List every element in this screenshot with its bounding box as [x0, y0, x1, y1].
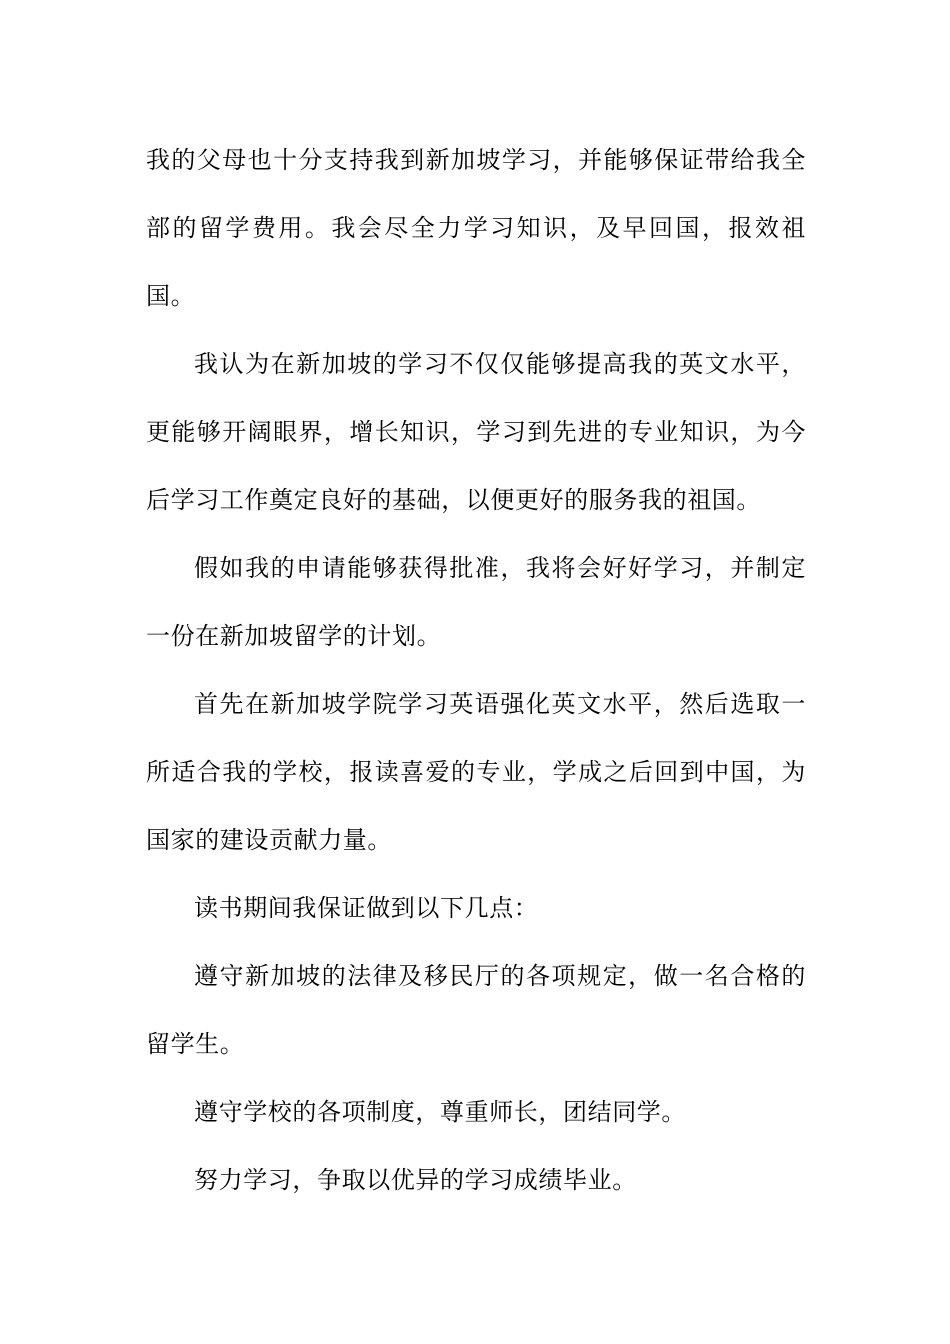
paragraph: 我认为在新加坡的学习不仅仅能够提高我的英文水平，更能够开阔眼界，增长知识，学习到先进的专业知识，为今后学习工作奠定良好的基础，以便更好的服务我的祖国。 [146, 350, 806, 514]
paragraph: 遵守学校的各项制度，尊重师长，团结同学。 [194, 1098, 686, 1126]
paragraph: 遵守新加坡的法律及移民厅的各项规定，做一名合格的留学生。 [146, 962, 806, 1058]
paragraph: 努力学习，争取以优异的学习成绩毕业。 [194, 1166, 637, 1194]
paragraph: 假如我的申请能够获得批准，我将会好好学习，并制定一份在新加坡留学的计划。 [146, 554, 806, 650]
paragraph: 读书期间我保证做到以下几点： [194, 894, 539, 922]
paragraph: 首先在新加坡学院学习英语强化英文水平，然后选取一所适合我的学校，报读喜爱的专业，学成之后回到中国，为国家的建设贡献力量。 [146, 690, 806, 854]
paragraph-continuation: 我的父母也十分支持我到新加坡学习，并能够保证带给我全部的留学费用。我会尽全力学习知识，及早回国，报效祖国。 [146, 146, 806, 310]
document-page [146, 126, 806, 1214]
